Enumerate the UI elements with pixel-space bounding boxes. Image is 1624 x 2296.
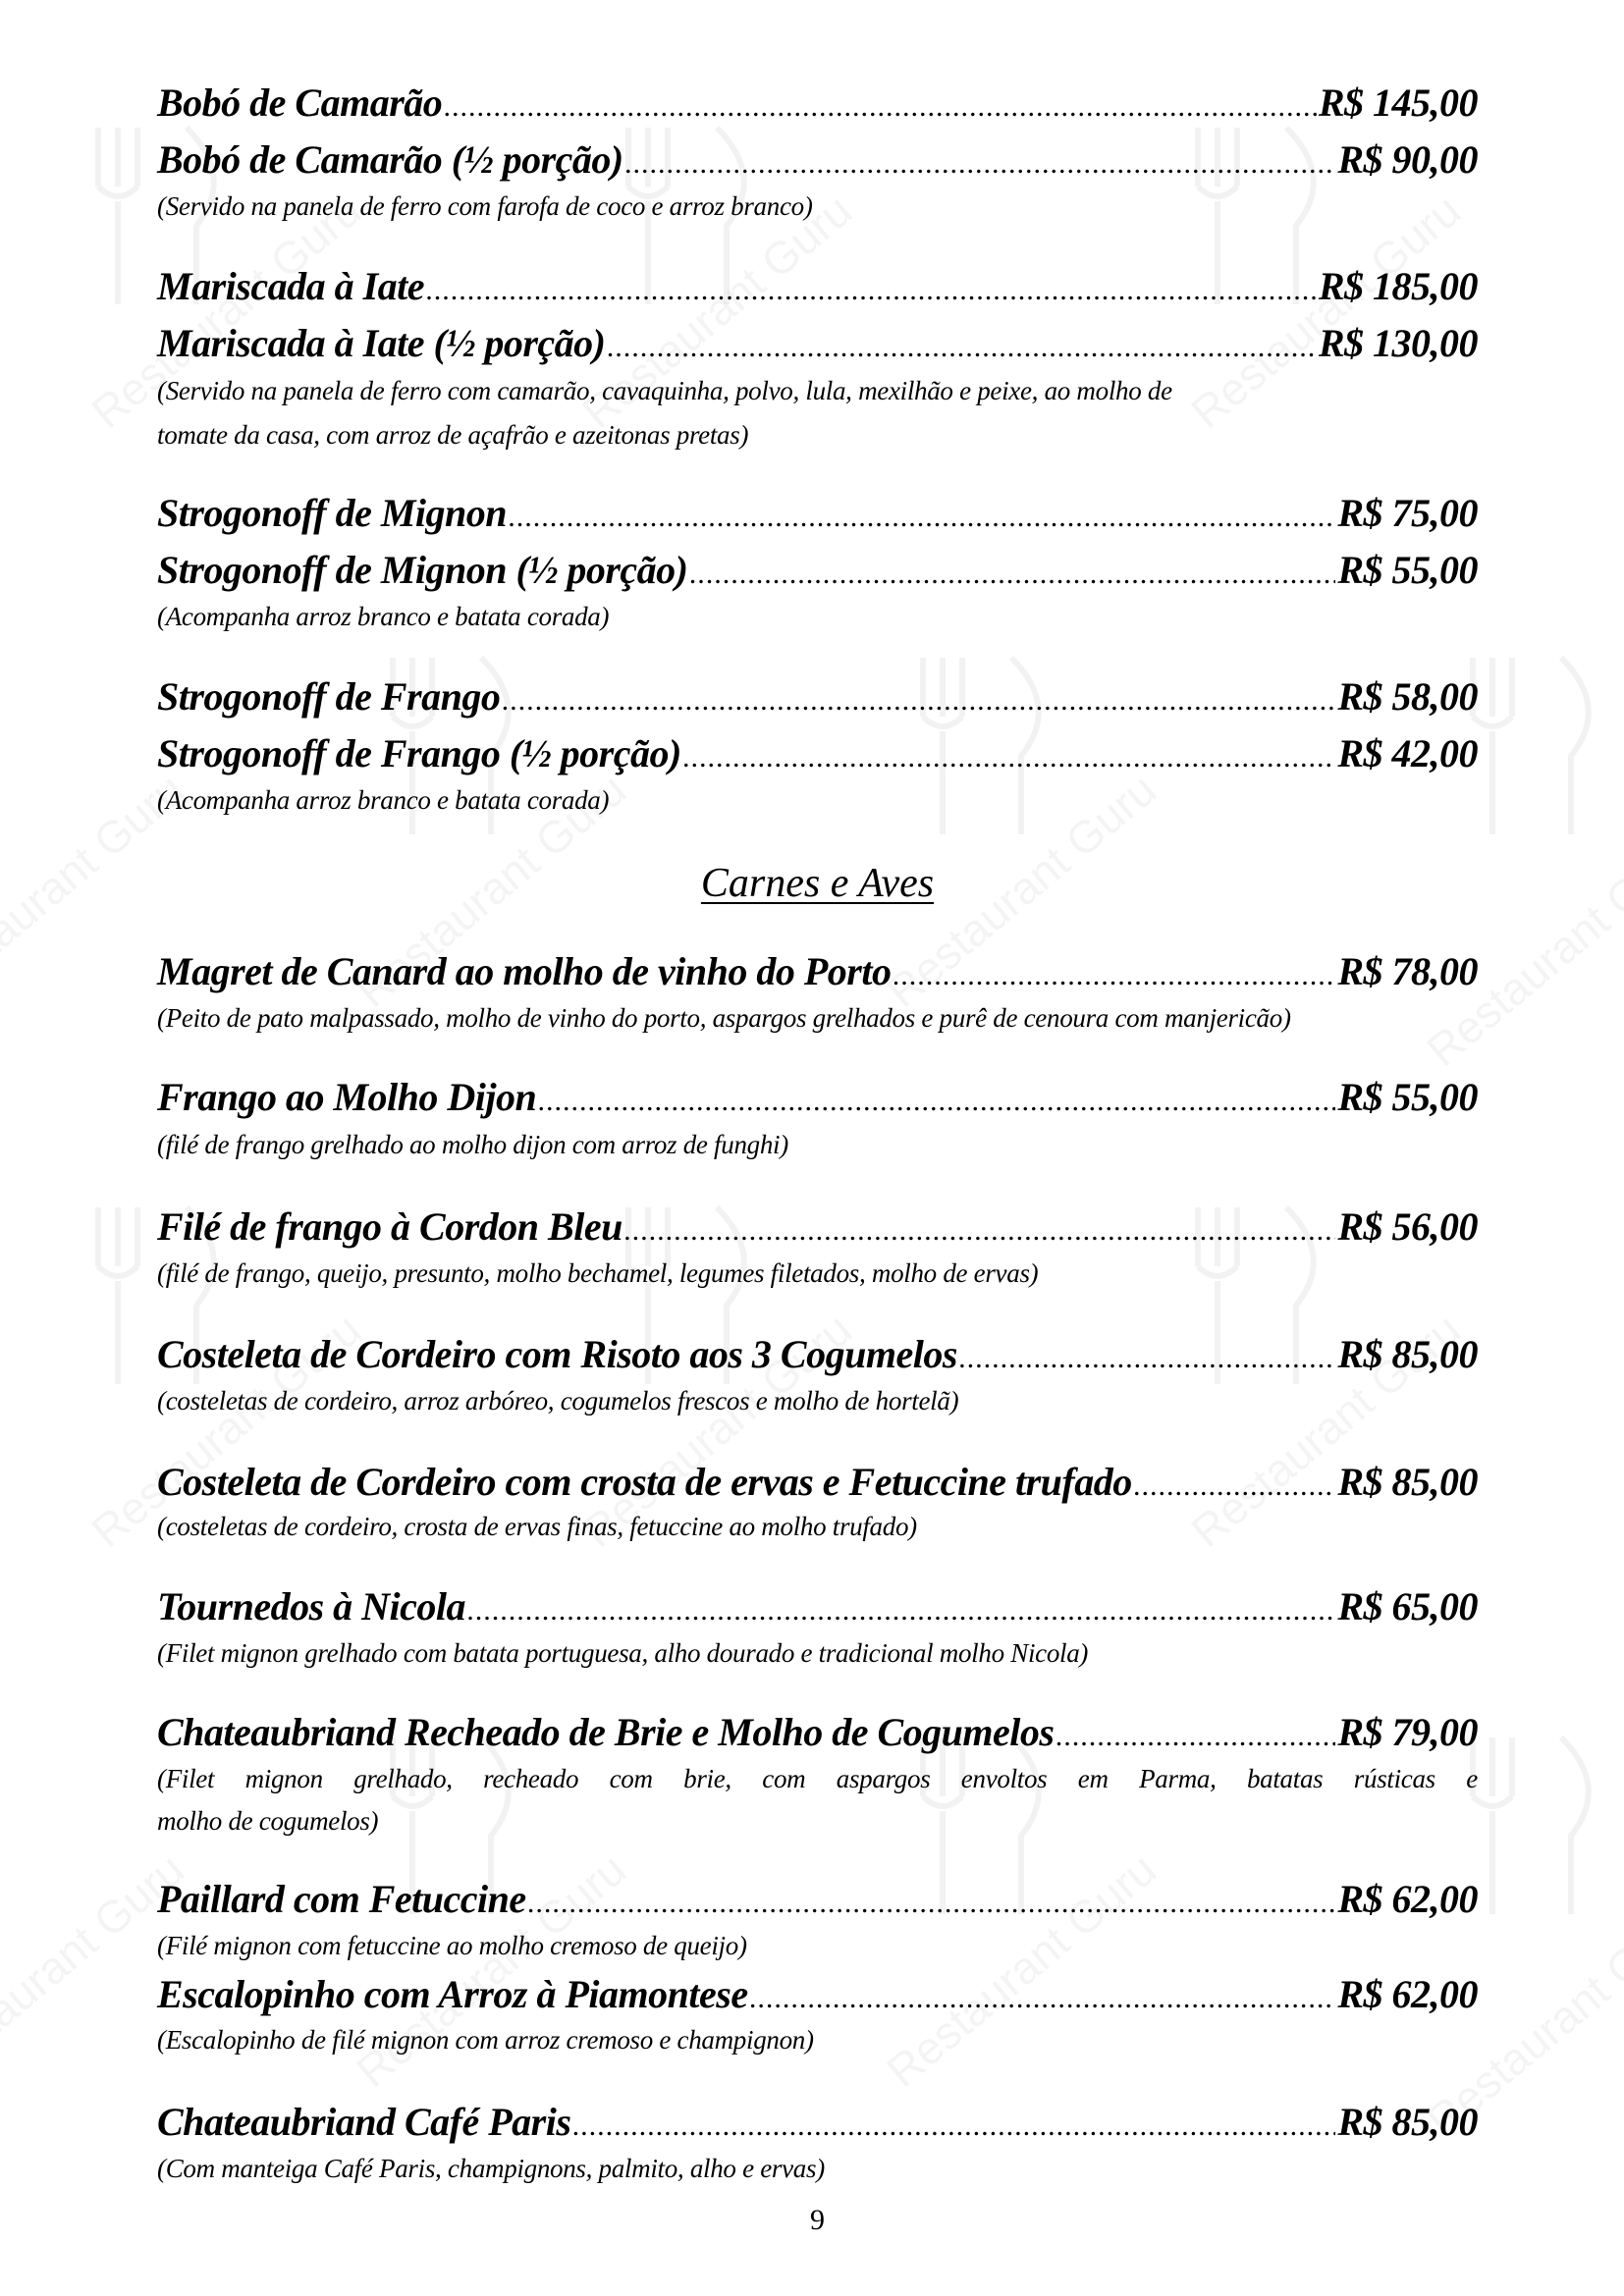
item-description: (costeletas de cordeiro, crosta de ervas finas, fetuccine ao molho trufado) (157, 1512, 917, 1541)
item-price: R$ 79,00 (1337, 1710, 1478, 1754)
item-price: R$ 85,00 (1337, 1332, 1478, 1376)
item-description: (Com manteiga Café Paris, champignons, palmito, alho e ervas) (157, 2154, 825, 2183)
item-description: (Servido na panela de ferro com camarão, cavaquinha, polvo, lula, mexilhão e peixe, ao molho de (157, 376, 1172, 405)
item-price: R$ 62,00 (1337, 1972, 1478, 2016)
item-description: (Filet mignon grelhado, recheado com brie, com aspargos envoltos em Parma, batatas rústicas e (157, 1764, 1478, 1793)
page-number: 9 (810, 2204, 825, 2236)
section-heading (157, 858, 1478, 909)
item-name: Filé de frango à Cordon Bleu (157, 1204, 623, 1249)
dot-leader (444, 82, 1317, 132)
menu-item (157, 1202, 1478, 1255)
item-price: R$ 62,00 (1337, 1877, 1478, 1921)
dot-leader (509, 493, 1335, 542)
menu-item (157, 546, 1478, 599)
item-name: Costeleta de Cordeiro com crosta de ervas e Fetuccine trufado (157, 1460, 1132, 1504)
dot-leader (683, 733, 1336, 782)
dot-leader (750, 1974, 1336, 2023)
menu-item (157, 672, 1478, 725)
menu-item (157, 135, 1478, 188)
item-description: (costeletas de cordeiro, arroz arbóreo, cogumelos frescos e molho de hortelã) (157, 1386, 959, 1415)
dot-leader (607, 323, 1316, 372)
dot-leader (1134, 1462, 1336, 1511)
item-description: (Escalopinho de filé mignon com arroz cremoso e champignon) (157, 2025, 814, 2055)
dot-leader (1056, 1712, 1335, 1761)
dot-leader (893, 951, 1335, 1000)
item-price: R$ 130,00 (1318, 321, 1478, 365)
item-name: Strogonoff de Frango (157, 674, 501, 719)
menu-item (157, 729, 1478, 782)
menu-item (157, 79, 1478, 132)
item-name: Chateaubriand Recheado de Brie e Molho de Cogumelos (157, 1710, 1055, 1754)
item-description: molho de cogumelos) (157, 1806, 379, 1836)
item-description: (Acompanha arroz branco e batata corada) (157, 602, 610, 631)
item-description: (Peito de pato malpassado, molho de vinho do porto, aspargos grelhados e purê de cenoura com manjericão) (157, 1003, 1291, 1033)
menu-item (157, 1708, 1478, 1761)
item-price: R$ 85,00 (1337, 1460, 1478, 1504)
item-name: Chateaubriand Café Paris (157, 2100, 571, 2144)
menu-item (157, 947, 1478, 1000)
menu-item (157, 1073, 1478, 1126)
item-price: R$ 58,00 (1337, 674, 1478, 719)
item-description: tomate da casa, com arroz de açafrão e azeitonas pretas) (157, 420, 749, 450)
menu-item (157, 262, 1478, 315)
item-description: (Acompanha arroz branco e batata corada) (157, 785, 610, 815)
dot-leader (528, 1879, 1336, 1928)
item-description: (filé de frango, queijo, presunto, molho bechamel, legumes filetados, molho de ervas) (157, 1258, 1039, 1288)
item-name: Mariscada à Iate (½ porção) (157, 321, 606, 365)
menu-item (157, 2098, 1478, 2151)
item-description: (Servido na panela de ferro com farofa de coco e arroz branco) (157, 191, 813, 221)
item-description: (Filé mignon com fetuccine ao molho cremoso de queijo) (157, 1931, 747, 1960)
menu-item (157, 1330, 1478, 1383)
section-heading-text: Carnes e Aves (700, 861, 935, 906)
menu-item (157, 489, 1478, 542)
item-name: Tournedos à Nicola (157, 1584, 466, 1629)
item-name: Mariscada à Iate (157, 264, 424, 308)
item-price: R$ 56,00 (1337, 1204, 1478, 1249)
item-price: R$ 42,00 (1337, 731, 1478, 775)
dot-leader (426, 266, 1317, 315)
menu-item (157, 1875, 1478, 1928)
item-name: Costeleta de Cordeiro com Risoto aos 3 Cogumelos (157, 1332, 957, 1376)
item-name: Strogonoff de Frango (½ porção) (157, 731, 681, 775)
dot-leader (689, 550, 1335, 599)
item-price: R$ 85,00 (1337, 2100, 1478, 2144)
dot-leader (625, 139, 1336, 188)
dot-leader (572, 2102, 1335, 2151)
menu-item (157, 1458, 1478, 1511)
dot-leader (467, 1586, 1335, 1635)
menu-item (157, 1970, 1478, 2023)
item-name: Paillard com Fetuccine (157, 1877, 526, 1921)
item-price: R$ 185,00 (1318, 264, 1478, 308)
item-name: Bobó de Camarão (½ porção) (157, 137, 623, 182)
item-price: R$ 145,00 (1318, 80, 1478, 125)
item-name: Strogonoff de Mignon (157, 491, 508, 535)
menu-item (157, 1582, 1478, 1635)
item-name: Strogonoff de Mignon (½ porção) (157, 548, 688, 592)
item-price: R$ 65,00 (1337, 1584, 1478, 1629)
item-price: R$ 55,00 (1337, 1075, 1478, 1119)
fork-knife-watermark-icon (1453, 648, 1620, 844)
dot-leader (538, 1077, 1335, 1126)
item-price: R$ 75,00 (1337, 491, 1478, 535)
item-description: (filé de frango grelhado ao molho dijon com arroz de funghi) (157, 1130, 788, 1159)
item-name: Escalopinho com Arroz à Piamontese (157, 1972, 748, 2016)
dot-leader (624, 1206, 1335, 1255)
dot-leader (959, 1334, 1335, 1383)
menu-item (157, 319, 1478, 372)
item-price: R$ 55,00 (1337, 548, 1478, 592)
item-description: (Filet mignon grelhado com batata portuguesa, alho dourado e tradicional molho Nicola) (157, 1638, 1089, 1668)
item-name: Magret de Canard ao molho de vinho do Porto (157, 949, 892, 993)
item-price: R$ 78,00 (1337, 949, 1478, 993)
dot-leader (502, 676, 1335, 725)
fork-knife-watermark-icon (1453, 1728, 1620, 1924)
item-name: Bobó de Camarão (157, 80, 443, 125)
item-name: Frango ao Molho Dijon (157, 1075, 537, 1119)
item-price: R$ 90,00 (1337, 137, 1478, 182)
